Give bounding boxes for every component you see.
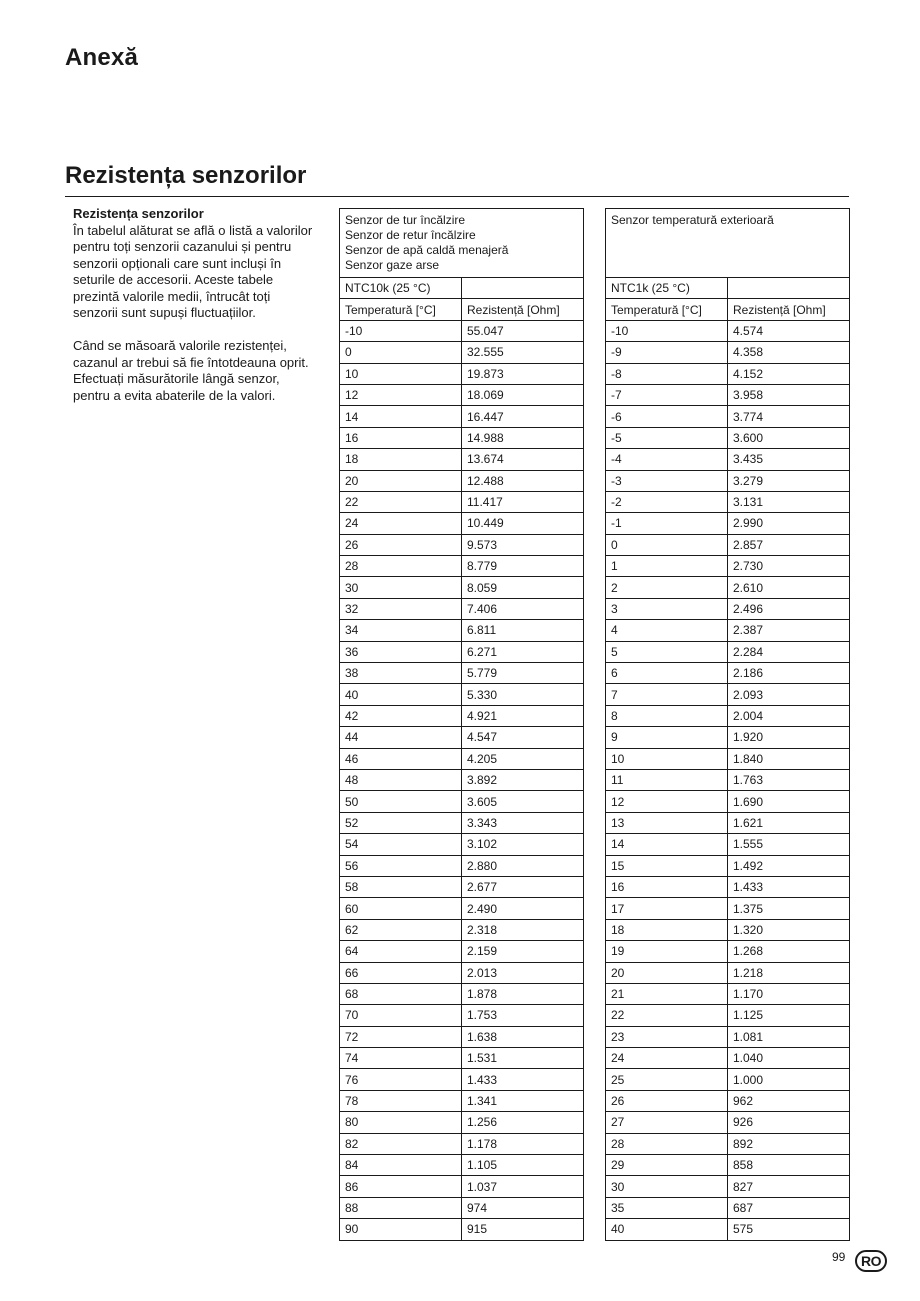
table-row <box>340 534 584 555</box>
temperature-cell: 26 <box>606 1090 728 1111</box>
resistance-cell: 1.840 <box>727 748 849 769</box>
resistance-cell: 974 <box>461 1197 583 1218</box>
temperature-cell: 86 <box>340 1176 462 1197</box>
table-row <box>606 855 850 876</box>
table-row <box>340 1133 584 1154</box>
resistance-cell: 1.690 <box>727 791 849 812</box>
table-row <box>340 470 584 491</box>
temperature-cell: 56 <box>340 855 462 876</box>
table-row <box>606 598 850 619</box>
temperature-cell: 34 <box>340 620 462 641</box>
resistance-cell: 858 <box>727 1155 849 1176</box>
table-row <box>340 641 584 662</box>
temperature-cell: 21 <box>606 983 728 1004</box>
table-row <box>606 1090 850 1111</box>
table-row <box>340 556 584 577</box>
table-row <box>606 1112 850 1133</box>
temperature-cell: 68 <box>340 983 462 1004</box>
table-row <box>606 1176 850 1197</box>
resistance-cell: 2.610 <box>727 577 849 598</box>
resistance-cell: 1.105 <box>461 1155 583 1176</box>
table-row <box>340 620 584 641</box>
resistance-cell: 4.574 <box>727 320 849 341</box>
resistance-cell: 1.037 <box>461 1176 583 1197</box>
intro-paragraph-1 <box>73 206 313 322</box>
sensor-names-row <box>606 209 850 278</box>
temperature-cell: 80 <box>340 1112 462 1133</box>
resistance-cell: 8.779 <box>461 556 583 577</box>
temperature-cell: -10 <box>606 320 728 341</box>
temperature-cell: 2 <box>606 577 728 598</box>
resistance-cell: 2.490 <box>461 898 583 919</box>
table-row <box>606 834 850 855</box>
temperature-cell: 48 <box>340 769 462 790</box>
table-row <box>340 491 584 512</box>
temperature-cell: 10 <box>340 363 462 384</box>
temperature-cell: 72 <box>340 1026 462 1047</box>
temperature-cell: 32 <box>340 598 462 619</box>
resistance-cell: 3.774 <box>727 406 849 427</box>
temperature-cell: 7 <box>606 684 728 705</box>
table-row <box>340 513 584 534</box>
table-row <box>606 1197 850 1218</box>
resistance-column-header: Rezistență [Ohm] <box>461 299 583 320</box>
resistance-cell: 915 <box>461 1219 583 1240</box>
table-row <box>606 320 850 341</box>
table-row <box>606 962 850 983</box>
resistance-cell: 827 <box>727 1176 849 1197</box>
temperature-cell: 88 <box>340 1197 462 1218</box>
table-row <box>606 491 850 512</box>
resistance-cell: 926 <box>727 1112 849 1133</box>
table-row <box>606 534 850 555</box>
resistance-cell: 1.753 <box>461 1005 583 1026</box>
resistance-cell: 575 <box>727 1219 849 1240</box>
temperature-cell: 82 <box>340 1133 462 1154</box>
temperature-cell: 60 <box>340 898 462 919</box>
resistance-cell: 2.990 <box>727 513 849 534</box>
temperature-cell: 8 <box>606 705 728 726</box>
temperature-cell: 19 <box>606 941 728 962</box>
table-row <box>340 1069 584 1090</box>
ntc10k-table-body <box>340 209 584 1241</box>
resistance-cell: 2.013 <box>461 962 583 983</box>
table-row <box>606 876 850 897</box>
resistance-cell: 1.878 <box>461 983 583 1004</box>
table-row <box>340 1197 584 1218</box>
table-row <box>606 620 850 641</box>
sensor-name: Senzor de tur încălzire <box>345 213 466 227</box>
resistance-cell: 2.677 <box>461 876 583 897</box>
temperature-cell: 1 <box>606 556 728 577</box>
resistance-cell: 1.638 <box>461 1026 583 1047</box>
table-row <box>606 513 850 534</box>
temperature-cell: 0 <box>340 342 462 363</box>
temperature-column-header: Temperatură [°C] <box>340 299 462 320</box>
temperature-cell: 64 <box>340 941 462 962</box>
table-row <box>340 876 584 897</box>
page-heading: Rezistența senzorilor <box>65 162 307 189</box>
table-row <box>606 663 850 684</box>
table-row <box>606 983 850 1004</box>
resistance-cell: 1.268 <box>727 941 849 962</box>
temperature-cell: 76 <box>340 1069 462 1090</box>
resistance-cell: 1.920 <box>727 727 849 748</box>
table-row <box>606 919 850 940</box>
temperature-cell: 0 <box>606 534 728 555</box>
temperature-cell: 26 <box>340 534 462 555</box>
temperature-cell: 4 <box>606 620 728 641</box>
resistance-column-header: Rezistență [Ohm] <box>727 299 849 320</box>
temperature-cell: -10 <box>340 320 462 341</box>
temperature-cell: 16 <box>606 876 728 897</box>
intro-text <box>73 206 313 404</box>
temperature-cell: 44 <box>340 727 462 748</box>
ntc1k-resistance-table <box>605 208 850 1241</box>
temperature-cell: 24 <box>340 513 462 534</box>
resistance-cell: 18.069 <box>461 384 583 405</box>
resistance-cell: 6.271 <box>461 641 583 662</box>
table-row <box>606 769 850 790</box>
resistance-cell: 3.131 <box>727 491 849 512</box>
table-row <box>340 427 584 448</box>
temperature-cell: 58 <box>340 876 462 897</box>
table-row <box>340 684 584 705</box>
resistance-cell: 687 <box>727 1197 849 1218</box>
sensor-name: Senzor de apă caldă menajeră <box>345 243 509 257</box>
resistance-cell: 3.279 <box>727 470 849 491</box>
table-row <box>340 983 584 1004</box>
resistance-cell: 2.093 <box>727 684 849 705</box>
temperature-cell: 29 <box>606 1155 728 1176</box>
resistance-cell: 1.125 <box>727 1005 849 1026</box>
table-row <box>606 898 850 919</box>
temperature-cell: 42 <box>340 705 462 726</box>
table-row <box>606 406 850 427</box>
table-row <box>606 727 850 748</box>
table-row <box>606 812 850 833</box>
resistance-cell: 3.892 <box>461 769 583 790</box>
table-row <box>340 812 584 833</box>
temperature-cell: 40 <box>340 684 462 705</box>
table-row <box>340 791 584 812</box>
resistance-cell: 10.449 <box>461 513 583 534</box>
resistance-cell: 1.433 <box>461 1069 583 1090</box>
table-row <box>606 1133 850 1154</box>
table-row <box>606 1155 850 1176</box>
table-row <box>340 834 584 855</box>
temperature-cell: -6 <box>606 406 728 427</box>
temperature-cell: 10 <box>606 748 728 769</box>
temperature-cell: 54 <box>340 834 462 855</box>
temperature-cell: 5 <box>606 641 728 662</box>
heading-divider <box>65 196 849 197</box>
temperature-cell: 14 <box>606 834 728 855</box>
resistance-cell: 1.170 <box>727 983 849 1004</box>
resistance-cell: 1.081 <box>727 1026 849 1047</box>
table-row <box>606 748 850 769</box>
temperature-cell: 35 <box>606 1197 728 1218</box>
resistance-cell: 1.218 <box>727 962 849 983</box>
table-row <box>606 1048 850 1069</box>
temperature-cell: 52 <box>340 812 462 833</box>
resistance-cell: 1.375 <box>727 898 849 919</box>
table-row <box>340 769 584 790</box>
temperature-cell: 17 <box>606 898 728 919</box>
temperature-cell: 12 <box>606 791 728 812</box>
resistance-cell: 11.417 <box>461 491 583 512</box>
table-row <box>606 1069 850 1090</box>
temperature-cell: 40 <box>606 1219 728 1240</box>
empty-cell <box>461 278 583 299</box>
resistance-cell: 1.320 <box>727 919 849 940</box>
table-row <box>340 941 584 962</box>
temperature-cell: 78 <box>340 1090 462 1111</box>
resistance-cell: 1.178 <box>461 1133 583 1154</box>
resistance-cell: 3.102 <box>461 834 583 855</box>
resistance-cell: 1.555 <box>727 834 849 855</box>
table-row <box>340 1048 584 1069</box>
table-row <box>340 663 584 684</box>
table-row <box>606 384 850 405</box>
resistance-cell: 3.605 <box>461 791 583 812</box>
temperature-cell: 6 <box>606 663 728 684</box>
table-row <box>606 1026 850 1047</box>
temperature-cell: -8 <box>606 363 728 384</box>
table-row <box>340 320 584 341</box>
table-row <box>340 1176 584 1197</box>
table-row <box>606 705 850 726</box>
sensor-name: Senzor de retur încălzire <box>345 228 476 242</box>
resistance-cell: 1.492 <box>727 855 849 876</box>
table-row <box>340 727 584 748</box>
resistance-cell: 3.343 <box>461 812 583 833</box>
table-row <box>340 449 584 470</box>
temperature-cell: -9 <box>606 342 728 363</box>
resistance-cell: 55.047 <box>461 320 583 341</box>
resistance-cell: 2.004 <box>727 705 849 726</box>
resistance-cell: 2.730 <box>727 556 849 577</box>
table-row <box>606 684 850 705</box>
empty-cell <box>727 278 849 299</box>
temperature-column-header: Temperatură [°C] <box>606 299 728 320</box>
resistance-cell: 1.621 <box>727 812 849 833</box>
sensor-type-row <box>340 278 584 299</box>
temperature-cell: 20 <box>606 962 728 983</box>
resistance-cell: 8.059 <box>461 577 583 598</box>
table-row <box>340 705 584 726</box>
temperature-cell: 22 <box>340 491 462 512</box>
sensor-names-cell <box>340 209 584 278</box>
table-row <box>606 342 850 363</box>
temperature-cell: 74 <box>340 1048 462 1069</box>
resistance-cell: 1.040 <box>727 1048 849 1069</box>
temperature-cell: 66 <box>340 962 462 983</box>
ntc10k-resistance-table <box>339 208 584 1241</box>
table-row <box>340 384 584 405</box>
table-row <box>606 556 850 577</box>
temperature-cell: 22 <box>606 1005 728 1026</box>
resistance-cell: 7.406 <box>461 598 583 619</box>
resistance-cell: 14.988 <box>461 427 583 448</box>
temperature-cell: 16 <box>340 427 462 448</box>
temperature-cell: 9 <box>606 727 728 748</box>
table-row <box>340 1155 584 1176</box>
temperature-cell: 14 <box>340 406 462 427</box>
temperature-cell: 18 <box>340 449 462 470</box>
resistance-cell: 4.205 <box>461 748 583 769</box>
sensor-name: Senzor temperatură exterioară <box>611 213 774 227</box>
table-row <box>340 406 584 427</box>
resistance-cell: 2.857 <box>727 534 849 555</box>
resistance-cell: 1.000 <box>727 1069 849 1090</box>
resistance-cell: 5.779 <box>461 663 583 684</box>
resistance-cell: 19.873 <box>461 363 583 384</box>
temperature-cell: 36 <box>340 641 462 662</box>
resistance-cell: 5.330 <box>461 684 583 705</box>
temperature-cell: 30 <box>340 577 462 598</box>
table-row <box>606 577 850 598</box>
table-row <box>340 1026 584 1047</box>
table-row <box>606 470 850 491</box>
temperature-cell: 30 <box>606 1176 728 1197</box>
ntc1k-table-body <box>606 209 850 1241</box>
temperature-cell: 20 <box>340 470 462 491</box>
temperature-cell: 50 <box>340 791 462 812</box>
sensor-names-cell <box>606 209 850 278</box>
resistance-cell: 2.284 <box>727 641 849 662</box>
temperature-cell: 70 <box>340 1005 462 1026</box>
table-row <box>340 748 584 769</box>
resistance-cell: 2.186 <box>727 663 849 684</box>
table-row <box>606 641 850 662</box>
resistance-cell: 16.447 <box>461 406 583 427</box>
table-row <box>340 342 584 363</box>
resistance-cell: 3.600 <box>727 427 849 448</box>
temperature-cell: -2 <box>606 491 728 512</box>
table-row <box>340 855 584 876</box>
page-number: 99 <box>832 1250 846 1264</box>
intro-paragraph-1-text: În tabelul alăturat se află o listă a valorilor pentru toți senzorii cazanului și pentru senzorii opționali care sunt incluși în seturile de accesorii. Aceste tabele prezintă valorile medii, întrucât toți senzorii sunt supuși fluctuațiilor. <box>73 222 313 320</box>
table-row <box>340 962 584 983</box>
temperature-cell: 28 <box>606 1133 728 1154</box>
sensor-name: Senzor gaze arse <box>345 258 440 272</box>
temperature-cell: 28 <box>340 556 462 577</box>
temperature-cell: 24 <box>606 1048 728 1069</box>
section-title: Anexă <box>65 44 139 71</box>
table-row <box>606 1219 850 1240</box>
temperature-cell: 90 <box>340 1219 462 1240</box>
sensor-names-row <box>340 209 584 278</box>
table-row <box>606 449 850 470</box>
table-row <box>340 1005 584 1026</box>
resistance-cell: 2.159 <box>461 941 583 962</box>
temperature-cell: 27 <box>606 1112 728 1133</box>
resistance-cell: 1.341 <box>461 1090 583 1111</box>
resistance-cell: 1.256 <box>461 1112 583 1133</box>
resistance-cell: 9.573 <box>461 534 583 555</box>
resistance-cell: 1.531 <box>461 1048 583 1069</box>
temperature-cell: 11 <box>606 769 728 790</box>
table-row <box>340 363 584 384</box>
temperature-cell: 12 <box>340 384 462 405</box>
temperature-cell: -5 <box>606 427 728 448</box>
temperature-cell: -1 <box>606 513 728 534</box>
resistance-cell: 13.674 <box>461 449 583 470</box>
table-row <box>340 898 584 919</box>
temperature-cell: 62 <box>340 919 462 940</box>
language-badge: RO <box>855 1250 887 1272</box>
intro-title: Rezistența senzorilor <box>73 206 204 221</box>
sensor-type-cell: NTC1k (25 °C) <box>606 278 728 299</box>
table-row <box>606 363 850 384</box>
resistance-cell: 2.318 <box>461 919 583 940</box>
table-row <box>340 919 584 940</box>
resistance-cell: 2.496 <box>727 598 849 619</box>
resistance-cell: 32.555 <box>461 342 583 363</box>
resistance-cell: 6.811 <box>461 620 583 641</box>
column-header-row <box>606 299 850 320</box>
column-header-row <box>340 299 584 320</box>
resistance-cell: 1.763 <box>727 769 849 790</box>
resistance-cell: 2.387 <box>727 620 849 641</box>
temperature-cell: 3 <box>606 598 728 619</box>
table-row <box>340 1090 584 1111</box>
resistance-cell: 3.435 <box>727 449 849 470</box>
temperature-cell: 46 <box>340 748 462 769</box>
table-row <box>340 1219 584 1240</box>
resistance-cell: 892 <box>727 1133 849 1154</box>
sensor-type-row <box>606 278 850 299</box>
temperature-cell: 38 <box>340 663 462 684</box>
temperature-cell: 15 <box>606 855 728 876</box>
resistance-cell: 4.921 <box>461 705 583 726</box>
table-row <box>606 1005 850 1026</box>
sensor-type-cell: NTC10k (25 °C) <box>340 278 462 299</box>
resistance-cell: 4.358 <box>727 342 849 363</box>
temperature-cell: 18 <box>606 919 728 940</box>
temperature-cell: 84 <box>340 1155 462 1176</box>
temperature-cell: 25 <box>606 1069 728 1090</box>
intro-paragraph-2: Când se măsoară valorile rezistenței, cazanul ar trebui să fie întotdeauna oprit. Efectuați măsurătorile lângă senzor, pentru a evita abaterile de la valori. <box>73 338 309 403</box>
temperature-cell: 23 <box>606 1026 728 1047</box>
table-row <box>606 791 850 812</box>
resistance-cell: 4.547 <box>461 727 583 748</box>
table-row <box>340 577 584 598</box>
table-row <box>340 598 584 619</box>
resistance-cell: 12.488 <box>461 470 583 491</box>
resistance-cell: 4.152 <box>727 363 849 384</box>
resistance-cell: 3.958 <box>727 384 849 405</box>
table-row <box>606 427 850 448</box>
resistance-cell: 2.880 <box>461 855 583 876</box>
temperature-cell: -3 <box>606 470 728 491</box>
table-row <box>340 1112 584 1133</box>
temperature-cell: -4 <box>606 449 728 470</box>
temperature-cell: 13 <box>606 812 728 833</box>
resistance-cell: 1.433 <box>727 876 849 897</box>
temperature-cell: -7 <box>606 384 728 405</box>
resistance-cell: 962 <box>727 1090 849 1111</box>
table-row <box>606 941 850 962</box>
